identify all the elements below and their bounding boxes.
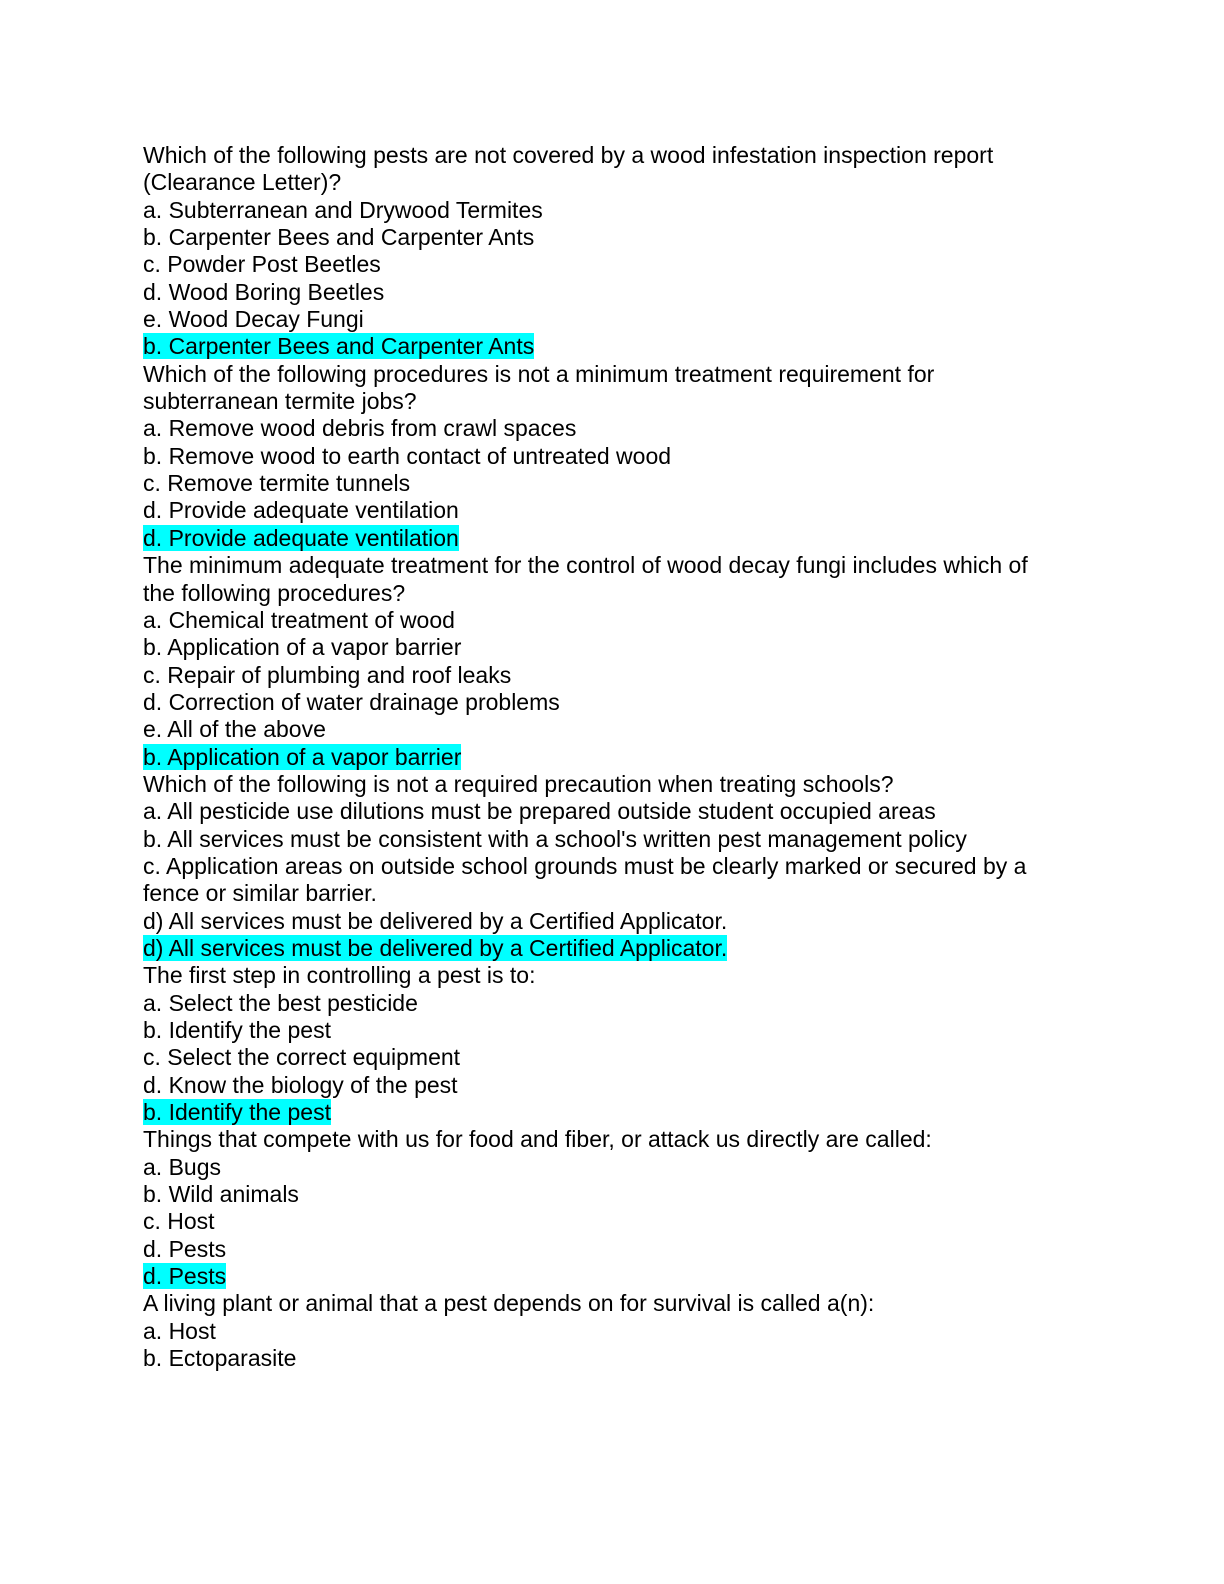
answer-option: a. Host xyxy=(143,1317,216,1344)
answer-line xyxy=(143,333,1083,360)
highlighted-answer: d) All services must be delivered by a Certified Applicator. xyxy=(143,934,728,961)
highlighted-answer: b. Application of a vapor barrier xyxy=(143,743,462,770)
answer-option: b. Remove wood to earth contact of untreated wood xyxy=(143,442,672,469)
document-body xyxy=(143,142,1083,1372)
answer-line xyxy=(143,1263,1083,1290)
question-text: The minimum adequate treatment for the control of wood decay fungi includes which of xyxy=(143,552,1028,579)
question-text: A living plant or animal that a pest depends on for survival is called a(n): xyxy=(143,1290,875,1317)
answer-option: a. All pesticide use dilutions must be prepared outside student occupied areas xyxy=(143,798,936,825)
answer-line xyxy=(143,744,1083,771)
answer-option: a. Subterranean and Drywood Termites xyxy=(143,196,543,223)
answer-option: a. Chemical treatment of wood xyxy=(143,606,455,633)
answer-option: a. Remove wood debris from crawl spaces xyxy=(143,415,577,442)
highlighted-answer: b. Carpenter Bees and Carpenter Ants xyxy=(143,333,535,360)
answer-option: b. Carpenter Bees and Carpenter Ants xyxy=(143,224,535,251)
answer-option: c. Host xyxy=(143,1208,215,1235)
answer-option: c. Repair of plumbing and roof leaks xyxy=(143,661,512,688)
highlighted-answer: d. Pests xyxy=(143,1263,227,1290)
question-text: The first step in controlling a pest is to: xyxy=(143,962,536,989)
answer-option: b. Ectoparasite xyxy=(143,1345,297,1372)
answer-option: b. All services must be consistent with a school's written pest management policy xyxy=(143,825,967,852)
answer-option: c. Remove termite tunnels xyxy=(143,470,411,497)
answer-line xyxy=(143,935,1083,962)
question-text: subterranean termite jobs? xyxy=(143,388,417,415)
answer-option: d. Wood Boring Beetles xyxy=(143,278,385,305)
answer-option: d. Pests xyxy=(143,1235,227,1262)
answer-option: d. Know the biology of the pest xyxy=(143,1071,458,1098)
question-text: Which of the following is not a required precaution when treating schools? xyxy=(143,770,894,797)
answer-option: fence or similar barrier. xyxy=(143,880,377,907)
question-text: Things that compete with us for food and fiber, or attack us directly are called: xyxy=(143,1126,932,1153)
answer-option: e. Wood Decay Fungi xyxy=(143,306,364,333)
answer-option: d) All services must be delivered by a Certified Applicator. xyxy=(143,907,728,934)
highlighted-answer: b. Identify the pest xyxy=(143,1099,331,1126)
question-text: (Clearance Letter)? xyxy=(143,169,342,196)
answer-option: c. Powder Post Beetles xyxy=(143,251,381,278)
question-text: Which of the following procedures is not a minimum treatment requirement for xyxy=(143,360,935,387)
answer-option: d. Provide adequate ventilation xyxy=(143,497,459,524)
answer-option: b. Wild animals xyxy=(143,1181,299,1208)
question-text: Which of the following pests are not covered by a wood infestation inspection report xyxy=(143,142,994,168)
answer-option: a. Bugs xyxy=(143,1153,221,1180)
answer-line xyxy=(143,1099,1083,1126)
highlighted-answer: d. Provide adequate ventilation xyxy=(143,524,459,551)
answer-option: a. Select the best pesticide xyxy=(143,989,418,1016)
answer-option: e. All of the above xyxy=(143,716,326,743)
question-text: the following procedures? xyxy=(143,579,406,606)
answer-option: c. Application areas on outside school grounds must be clearly marked or secured by a xyxy=(143,852,1027,879)
answer-option: c. Select the correct equipment xyxy=(143,1044,461,1071)
answer-option: d. Correction of water drainage problems xyxy=(143,688,560,715)
answer-line xyxy=(143,525,1083,552)
answer-option: b. Identify the pest xyxy=(143,1017,331,1043)
answer-option: b. Application of a vapor barrier xyxy=(143,634,462,661)
